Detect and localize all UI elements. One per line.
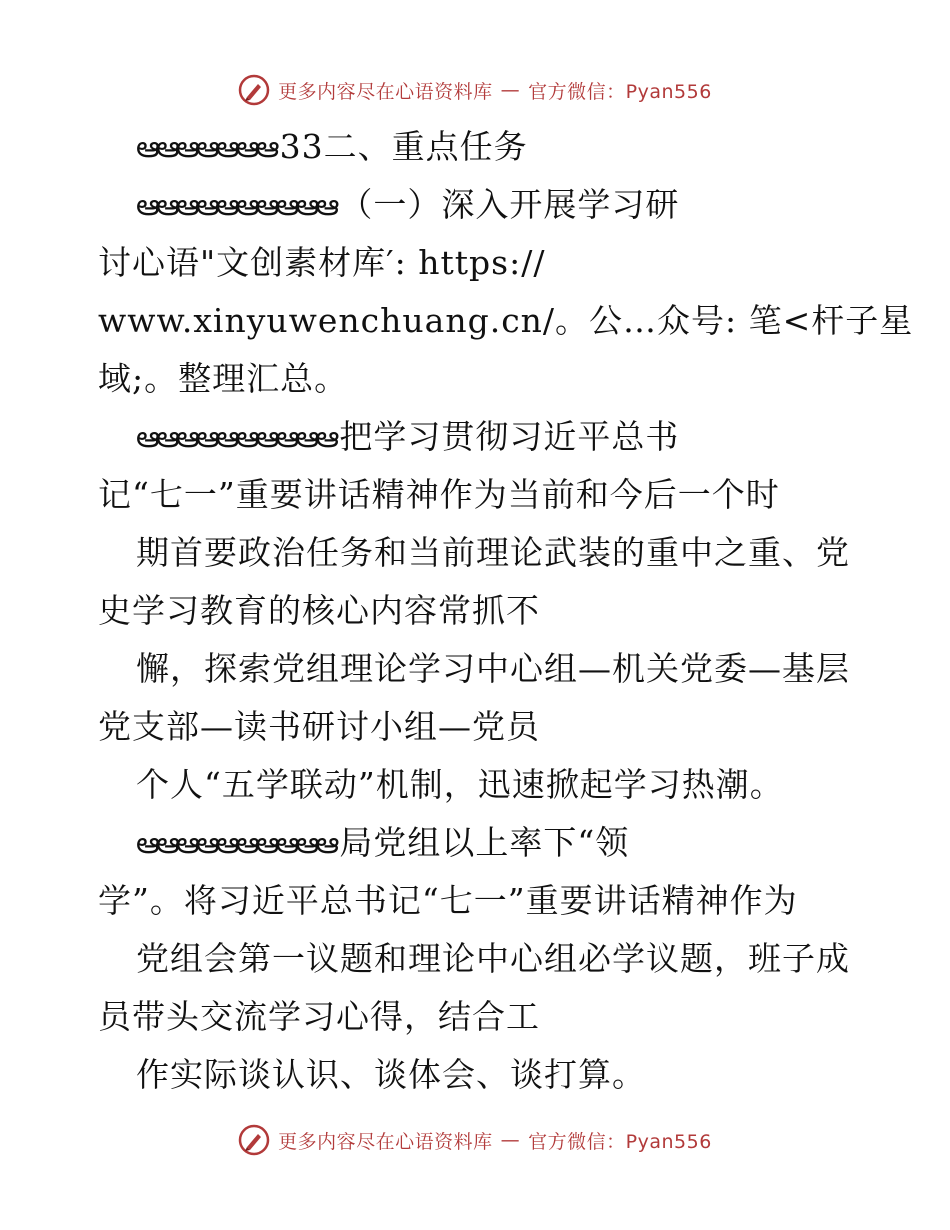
paragraph-line bbox=[98, 350, 858, 408]
paragraph-text: 懈，探索党组理论学习中心组—机关党委—基层 bbox=[136, 649, 850, 688]
paragraph-line bbox=[98, 292, 914, 350]
paragraph-line bbox=[98, 930, 858, 988]
paragraph-line bbox=[98, 872, 858, 930]
paragraph-text: 把学习贯彻习近平总书 bbox=[339, 417, 680, 456]
paragraph-line bbox=[98, 582, 858, 640]
paragraph-text: 讨心语"文创素材库′: https:// bbox=[98, 243, 546, 282]
paragraph-text: 局党组以上率下“领 bbox=[339, 823, 630, 862]
paragraph-text: 党支部—读书研讨小组—党员 bbox=[98, 707, 540, 746]
paragraph-line bbox=[98, 524, 858, 582]
glyph-run: ఆఆఆఆఆఆఆఆఆఆ bbox=[136, 826, 336, 861]
paragraph-line bbox=[98, 408, 858, 466]
paragraph-text: 史学习教育的核心内容常抓不 bbox=[98, 591, 540, 630]
paragraph-line bbox=[98, 640, 858, 698]
banner-wechat: 官方微信：Pyan556 bbox=[528, 80, 712, 103]
paragraph-line bbox=[98, 756, 858, 814]
banner-separator: — bbox=[500, 79, 521, 101]
paragraph-text: 员带头交流学习心得，结合工 bbox=[98, 997, 540, 1036]
paragraph-line bbox=[98, 1046, 858, 1104]
glyph-run: ఆఆఆఆఆఆఆఆఆఆ bbox=[136, 420, 336, 455]
paragraph-text: 党组会第一议题和理论中心组必学议题，班子成 bbox=[136, 939, 850, 978]
document-body bbox=[98, 118, 914, 1104]
paragraph-line bbox=[98, 698, 858, 756]
paragraph-text: 记“七一”重要讲话精神作为当前和今后一个时 bbox=[98, 475, 780, 514]
banner-separator: — bbox=[500, 1129, 521, 1151]
pen-logo-icon bbox=[238, 74, 270, 106]
section-heading-text: 33二、重点任务 bbox=[279, 127, 528, 166]
paragraph-text: 个人“五学联动”机制，迅速掀起学习热潮。 bbox=[136, 765, 784, 804]
paragraph-line bbox=[98, 466, 858, 524]
paragraph-line bbox=[98, 176, 858, 234]
paragraph-text: 期首要政治任务和当前理论武装的重中之重、党 bbox=[136, 533, 850, 572]
paragraph-line bbox=[98, 234, 858, 292]
glyph-run: ఆఆఆఆఆఆఆ bbox=[136, 130, 276, 165]
paragraph-line bbox=[98, 988, 858, 1046]
header-watermark-banner bbox=[0, 70, 950, 110]
paragraph-text: 学”。将习近平总书记“七一”重要讲话精神作为 bbox=[98, 881, 798, 920]
paragraph-text: www.xinyuwenchuang.cn/。公…众号: 笔<杆子星 bbox=[98, 301, 914, 340]
banner-wechat: 官方微信：Pyan556 bbox=[528, 1130, 712, 1153]
paragraph-line bbox=[98, 814, 858, 872]
section-heading bbox=[98, 118, 858, 176]
glyph-run: ఆఆఆఆఆఆఆఆఆఆ bbox=[136, 188, 336, 223]
pen-logo-icon bbox=[238, 1124, 270, 1156]
footer-watermark-banner bbox=[0, 1120, 950, 1160]
paragraph-text: 作实际谈认识、谈体会、谈打算。 bbox=[136, 1055, 646, 1094]
banner-title: 更多内容尽在心语资料库 bbox=[278, 1130, 493, 1153]
banner-title: 更多内容尽在心语资料库 bbox=[278, 80, 493, 103]
paragraph-text: 域;。整理汇总。 bbox=[98, 359, 349, 398]
paragraph-text: （一）深入开展学习研 bbox=[339, 185, 680, 224]
